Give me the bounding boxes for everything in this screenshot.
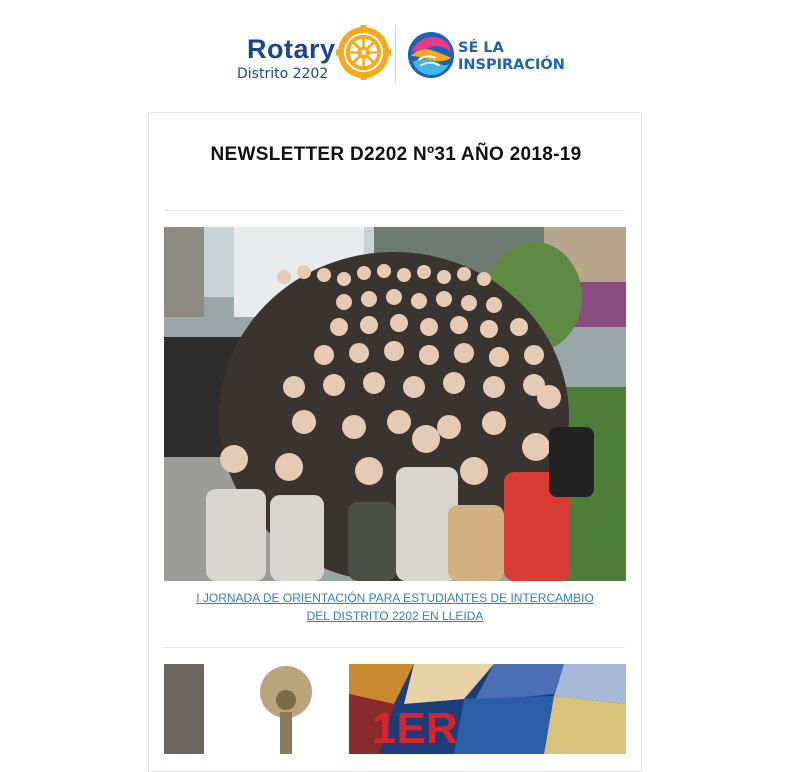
caption-line-1[interactable]: I JORNADA DE ORIENTACIÓN PARA ESTUDIANTES DE INTERCAMBIO [196, 591, 594, 605]
theme-line-1: SÉ LA [458, 40, 504, 56]
section-divider [164, 210, 625, 211]
theme-slogan [458, 40, 565, 74]
section-divider-2 [164, 647, 625, 648]
rotary-wheel-icon [336, 25, 391, 80]
article-1-image[interactable] [164, 227, 626, 581]
district-label: Distrito 2202 [237, 66, 329, 82]
article-1-caption-link[interactable] [164, 589, 626, 625]
rotary-brand-text: Rotary [247, 34, 336, 64]
group-photo-icon [164, 227, 626, 581]
article-2-banner-text: 1ER [372, 704, 458, 753]
header [0, 0, 792, 112]
theme-line-2: INSPIRACIÓN [458, 57, 565, 73]
theme-wave-icon [407, 31, 455, 79]
newsletter-title: NEWSLETTER D2202 Nº31 AÑO 2018-19 [210, 144, 582, 165]
header-divider [395, 26, 396, 84]
caption-line-2[interactable]: DEL DISTRITO 2202 EN LLEIDA [306, 609, 484, 623]
